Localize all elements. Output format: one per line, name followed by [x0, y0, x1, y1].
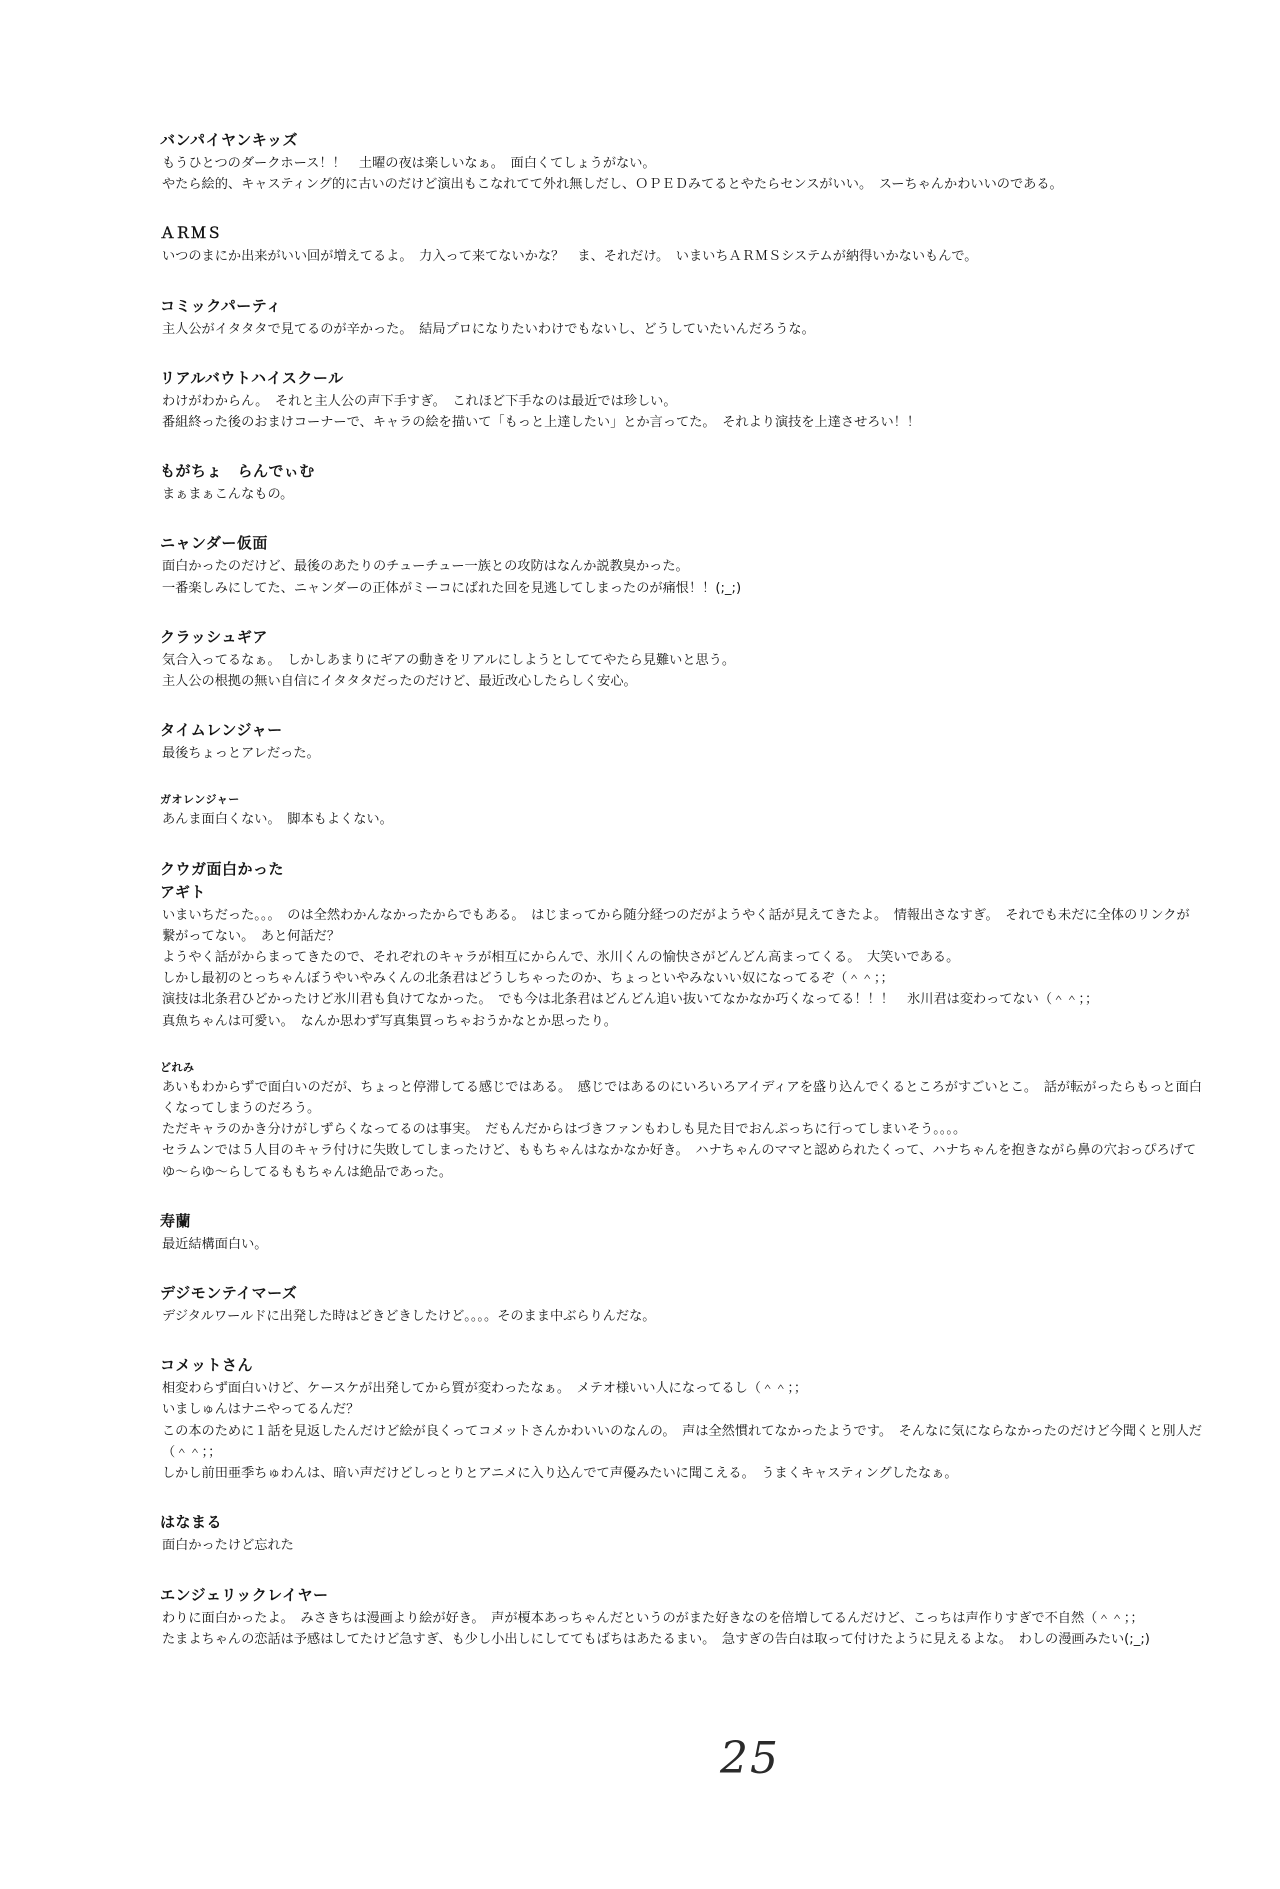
- review-section: [162, 1512, 1202, 1556]
- section-body: [162, 246, 1202, 267]
- section-title: コメットさん: [160, 1356, 254, 1375]
- review-section: [162, 1283, 1202, 1327]
- section-body: [162, 743, 1202, 764]
- body-paragraph: 真魚ちゃんは可愛い。 なんか思わず写真集買っちゃおうかなとか思ったり。: [162, 1013, 617, 1029]
- review-section: [162, 627, 1202, 692]
- body-paragraph: 最近結構面白い。: [162, 1236, 268, 1252]
- section-body: [162, 1306, 1202, 1327]
- body-paragraph: 主人公がイタタタで見てるのが辛かった。 結局プロになりたいわけでもないし、どうしていたいんだろうな。: [162, 321, 815, 337]
- body-paragraph: わけがわからん。 それと主人公の声下手すぎ。 これほど下手なのは最近では珍しい。: [162, 393, 677, 409]
- section-body: [162, 1535, 1202, 1556]
- section-body: [162, 905, 1202, 1032]
- section-body: [162, 1608, 1202, 1650]
- review-section: [162, 792, 1202, 830]
- section-title: ニャンダー仮面: [160, 534, 268, 553]
- body-paragraph: 最後ちょっとアレだった。: [162, 746, 320, 762]
- section-body: [162, 650, 1202, 692]
- section-body: [162, 1378, 1202, 1484]
- section-title: はなまる: [160, 1513, 223, 1532]
- section-title: もがちょ らんでぃむ: [160, 462, 315, 481]
- section-body: [162, 484, 1202, 505]
- section-title: コミックパーティ: [160, 296, 282, 315]
- section-body: [162, 1234, 1202, 1255]
- body-paragraph: 演技は北条君ひどかったけど氷川君も負けてなかった。 でも今は北条君はどんどん追い抜いてなかなか巧くなってる！！！ 氷川君は変わってない（＾＾；；: [162, 992, 1099, 1008]
- body-paragraph: たまよちゃんの恋話は予感はしてたけど急すぎ、も少し小出しにしててもばちはあたるまい。 急すぎの告白は取って付けたように見えるよな。 わしの漫画みたい(;_;): [162, 1631, 1150, 1647]
- section-title: リアルバウトハイスクール: [160, 368, 344, 387]
- section-body: [162, 391, 1202, 433]
- body-paragraph: あいもわからずで面白いのだが、ちょっと停滞してる感じではある。 感じではあるのにいろいろアイディアを盛り込んでくるところがすごいとこ。 話が転がったらもっと面白くなってしまうのだろう。: [162, 1079, 1202, 1117]
- review-section: [162, 720, 1202, 764]
- section-body: [162, 556, 1202, 598]
- body-paragraph: いまいちだった。。。 のは全然わかんなかったからでもある。 はじまってから随分経つのだがようやく話が見えてきたよ。 情報出さなすぎ。 それでも未だに全体のリンクが繋がってない。 あと何話だ？: [162, 907, 1190, 944]
- body-paragraph: しかし最初のとっちゃんぼうやいやみくんの北条君はどうしちゃったのか、ちょっといやみないい奴になってるぞ（＾＾；；: [162, 971, 894, 987]
- review-section: [162, 1585, 1202, 1650]
- review-section: [162, 461, 1202, 505]
- review-section: [162, 223, 1202, 267]
- body-paragraph: しかし前田亜季ちゅわんは、暗い声だけどしっとりとアニメに入り込んでて声優みたいに聞こえる。 うまくキャスティングしたなぁ。: [162, 1466, 958, 1482]
- section-title: 寿蘭: [160, 1211, 192, 1230]
- body-paragraph: いましゅんはナニやってるんだ？: [162, 1402, 360, 1418]
- body-paragraph: 主人公の根拠の無い自信にイタタタだったのだけど、最近改心したらしく安心。: [162, 674, 637, 690]
- section-title: ガオレンジャー: [160, 793, 240, 807]
- section-title: エンジェリックレイヤー: [160, 1585, 329, 1604]
- review-section: [162, 1060, 1202, 1183]
- review-section: [162, 130, 1202, 195]
- section-title: デジモンテイマーズ: [160, 1284, 298, 1303]
- body-paragraph: まぁまぁこんなもの。: [162, 487, 294, 503]
- review-section: [162, 368, 1202, 433]
- body-paragraph: ようやく話がからまってきたので、それぞれのキャラが相互にからんで、氷川くんの愉快さがどんどん高まってくる。 大笑いである。: [162, 950, 960, 966]
- body-paragraph: 気合入ってるなぁ。 しかしあまりにギアの動きをリアルにしようとしててやたら見難いと思う。: [162, 652, 736, 668]
- body-paragraph: 面白かったのだけど、最後のあたりのチューチュー一族との攻防はなんか説教臭かった。: [162, 559, 689, 575]
- review-section: [162, 1211, 1202, 1255]
- section-body: [162, 153, 1202, 195]
- body-paragraph: デジタルワールドに出発した時はどきどきしたけど。。。。そのまま中ぶらりんだな。: [162, 1309, 656, 1325]
- body-paragraph: いつのまにか出来がいい回が増えてるよ。 力入って来てないかな？ ま、それだけ。 いまいちＡＲＭＳシステムが納得いかないもんで。: [162, 249, 978, 265]
- section-body: [162, 319, 1202, 340]
- body-paragraph: やたら絵的、キャスティング的に古いのだけど演出もこなれてて外れ無しだし、ＯＰＥＤみてるとやたらセンスがいい。 スーちゃんかわいいのである。: [162, 177, 1063, 193]
- section-title: ＡＲＭＳ: [160, 224, 223, 243]
- review-list: [0, 130, 1280, 1650]
- section-subtitle: アギト: [160, 882, 206, 901]
- body-paragraph: 相変わらず面白いけど、ケースケが出発してから質が変わったなぁ。 メテオ様いい人になってるし（＾＾；；: [162, 1381, 808, 1397]
- section-body: [162, 1077, 1202, 1183]
- body-paragraph: もうひとつのダークホース！！ 土曜の夜は楽しいなぁ。 面白くてしょうがない。: [162, 156, 656, 171]
- section-title: クウガ面白かった: [160, 859, 285, 878]
- section-title: どれみ: [160, 1060, 195, 1074]
- section-title: タイムレンジャー: [160, 721, 283, 740]
- body-paragraph: 一番楽しみにしてた、ニャンダーの正体がミーコにばれた回を見逃してしまったのが痛恨！！(;_;): [162, 580, 742, 596]
- review-section: [162, 296, 1202, 340]
- body-paragraph: この本のために１話を見返したんだけど絵が良くってコメットさんかわいいのなんの。 声は全然慣れてなかったようです。 そんなに気にならなかったのだけど今聞くと別人だ（＾＾；；: [162, 1423, 1202, 1460]
- review-section: [162, 859, 1202, 1032]
- body-paragraph: 番組終った後のおまけコーナーで、キャラの絵を描いて「もっと上達したい」とか言ってた。 それより演技を上達させろい！！: [162, 415, 921, 431]
- body-paragraph: ただキャラのかき分けがしずらくなってるのは事実。 だもんだからはづきファンもわしも見た目でおんぷっちに行ってしまいそう。。。。: [162, 1122, 967, 1138]
- body-paragraph: 面白かったけど忘れた: [162, 1538, 294, 1554]
- review-section: [162, 533, 1202, 598]
- body-paragraph: あんま面白くない。 脚本もよくない。: [162, 812, 393, 828]
- body-paragraph: わりに面白かったよ。 みさきちは漫画より絵が好き。 声が榎本あっちゃんだというのがまた好きなのを倍増してるんだけど、こっちは声作りすぎで不自然（＾＾；；: [162, 1610, 1144, 1626]
- body-paragraph: セラムンでは５人目のキャラ付けに失敗してしまったけど、ももちゃんはなかなか好き。 ハナちゃんのママと認められたくって、ハナちゃんを抱きながら鼻の穴おっぴろげてゆ～らゆ～らしてるももちゃんは絶品であった。: [162, 1143, 1197, 1180]
- section-body: [162, 809, 1202, 830]
- page-number: 25: [720, 1733, 780, 1784]
- section-title: バンパイヤンキッズ: [160, 131, 299, 149]
- review-section: [162, 1355, 1202, 1484]
- section-title: クラッシュギア: [160, 627, 268, 646]
